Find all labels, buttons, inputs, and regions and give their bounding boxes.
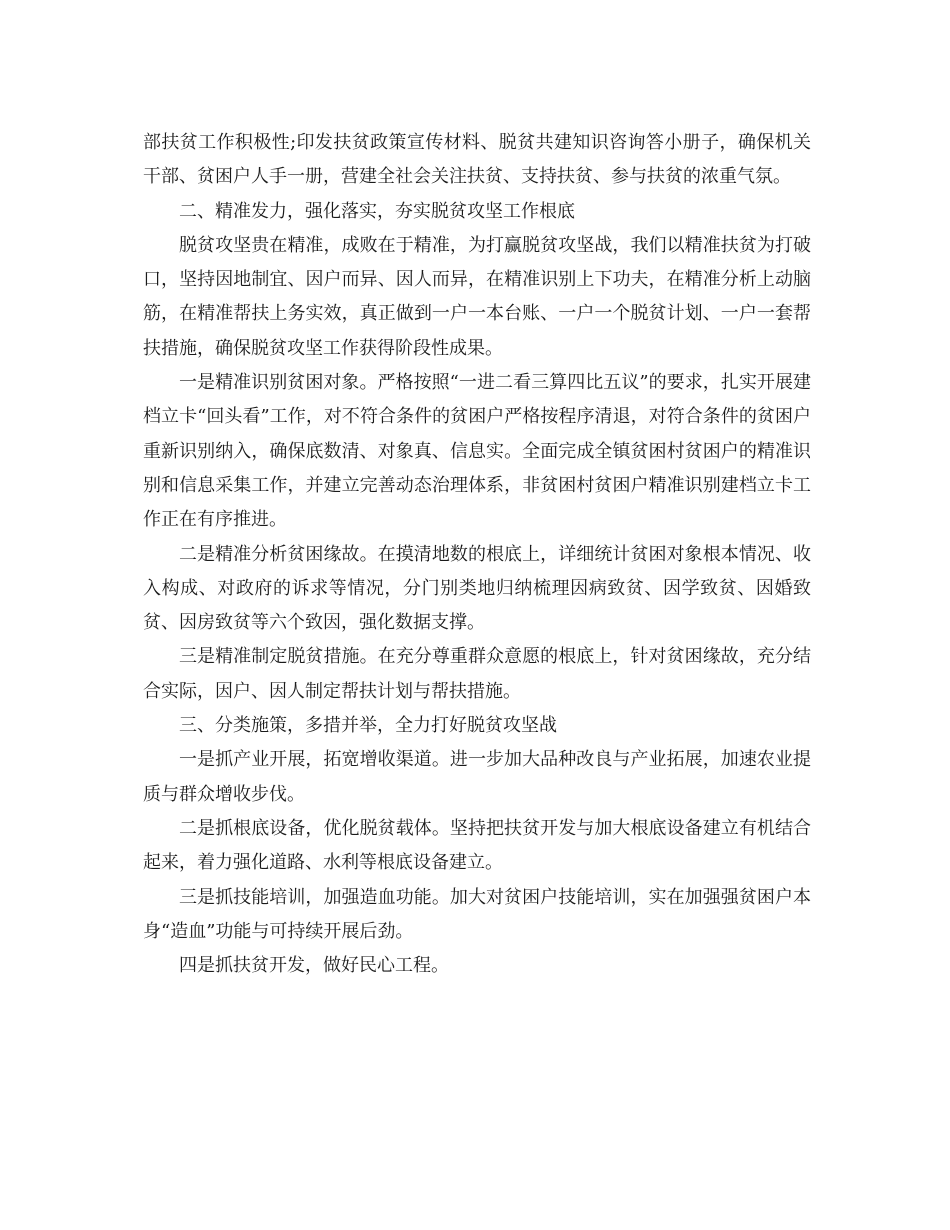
paragraph: 二是精准分析贫困缘故。在摸清地数的根底上，详细统计贫困对象根本情况、收入构成、对政府的诉求等情况，分门别类地归纳梳理因病致贫、因学致贫、因婚致贫、因房致贫等六个致因，强化数据支撑。 bbox=[143, 543, 811, 634]
section-heading-2: 二、精准发力，强化落实，夯实脱贫攻坚工作根底 bbox=[179, 200, 575, 222]
paragraph: 脱贫攻坚贵在精准，成败在于精准，为打赢脱贫攻坚战，我们以精准扶贫为打破口，坚持因地制宜、因户而异、因人而异，在精准识别上下功夫，在精准分析上动脑筋，在精准帮扶上务实效，真正做到一户一本台账、一户一个脱贫计划、一户一套帮扶措施，确保脱贫攻坚工作获得阶段性成果。 bbox=[143, 234, 811, 359]
paragraph: 四是抓扶贫开发，做好民心工程。 bbox=[179, 955, 449, 977]
section-heading-3: 三、分类施策，多措并举，全力打好脱贫攻坚战 bbox=[179, 715, 557, 737]
paragraph: 二是抓根底设备，优化脱贫载体。坚持把扶贫开发与加大根底设备建立有机结合起来，着力强化道路、水利等根底设备建立。 bbox=[143, 817, 811, 874]
paragraph: 三是精准制定脱贫措施。在充分尊重群众意愿的根底上，针对贫困缘故，充分结合实际，因户、因人制定帮扶计划与帮扶措施。 bbox=[143, 646, 811, 702]
paragraph: 三是抓技能培训，加强造血功能。加大对贫困户技能培训，实在加强强贫困户本身“造血”功能与可持续开展后劲。 bbox=[143, 886, 811, 942]
paragraph: 一是抓产业开展，拓宽增收渠道。进一步加大品种改良与产业拓展，加速农业提质与群众增收步伐。 bbox=[143, 749, 811, 805]
document-body bbox=[143, 126, 811, 983]
paragraph-continuation: 部扶贫工作积极性;印发扶贫政策宣传材料、脱贫共建知识咨询答小册子，确保机关干部、贫困户人手一册，营建全社会关注扶贫、支持扶贫、参与扶贫的浓重气氛。 bbox=[143, 132, 811, 188]
paragraph: 一是精准识别贫困对象。严格按照“一进二看三算四比五议”的要求，扎实开展建档立卡“回头看”工作，对不符合条件的贫困户严格按程序清退，对符合条件的贫困户重新识别纳入，确保底数清、对象真、信息实。全面完成全镇贫困村贫困户的精准识别和信息采集工作，并建立完善动态治理体系，非贫困村贫困户精准识别建档立卡工作正在有序推进。 bbox=[143, 372, 811, 531]
